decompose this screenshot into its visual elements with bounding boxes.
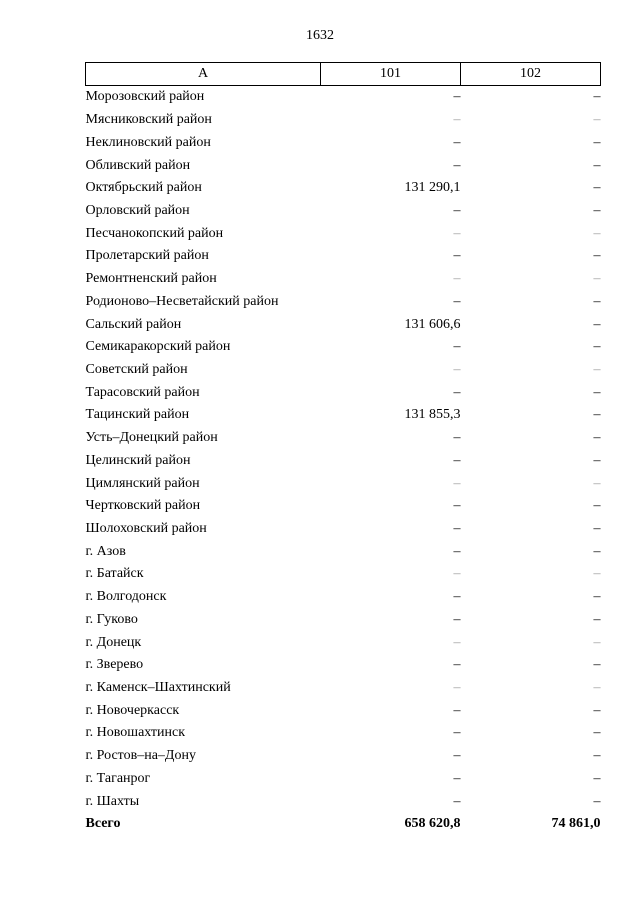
table-row bbox=[86, 450, 601, 473]
row-label: Семикаракорский район bbox=[85, 339, 231, 355]
data-table bbox=[85, 62, 601, 836]
value-101: – bbox=[453, 498, 461, 514]
table-row bbox=[86, 540, 601, 563]
value-101: 131 855,3 bbox=[404, 407, 461, 423]
table-row bbox=[86, 790, 601, 813]
column-header-101: 101 bbox=[321, 63, 461, 86]
value-102: – bbox=[593, 611, 601, 627]
total-row bbox=[86, 813, 601, 836]
column-header-102: 102 bbox=[461, 63, 601, 86]
row-label: г. Волгодонск bbox=[85, 589, 167, 605]
table-row bbox=[86, 86, 601, 109]
table-row bbox=[86, 472, 601, 495]
row-label: г. Новочеркасск bbox=[85, 702, 180, 718]
column-header-a: А bbox=[86, 63, 321, 86]
value-101: – bbox=[453, 293, 461, 309]
row-label: Чертковский район bbox=[85, 498, 201, 514]
value-102: – bbox=[593, 271, 601, 287]
value-101: – bbox=[453, 634, 461, 650]
total-value-101: 658 620,8 bbox=[404, 816, 461, 832]
value-102: – bbox=[593, 589, 601, 605]
value-101: – bbox=[453, 611, 461, 627]
value-101: 131 606,6 bbox=[404, 316, 461, 332]
table-row bbox=[86, 177, 601, 200]
value-102: – bbox=[593, 293, 601, 309]
table-body bbox=[86, 86, 601, 836]
value-102: – bbox=[593, 134, 601, 150]
row-label: Орловский район bbox=[85, 202, 190, 218]
value-101: – bbox=[453, 566, 461, 582]
row-label: Ремонтненский район bbox=[85, 271, 217, 287]
value-101: – bbox=[453, 248, 461, 264]
table-row bbox=[86, 768, 601, 791]
table-row bbox=[86, 313, 601, 336]
row-label: Тарасовский район bbox=[85, 384, 200, 400]
table-row bbox=[86, 427, 601, 450]
value-102: – bbox=[593, 543, 601, 559]
value-101: – bbox=[453, 430, 461, 446]
value-102: – bbox=[593, 566, 601, 582]
total-label: Всего bbox=[85, 816, 121, 832]
row-label: Шолоховский район bbox=[85, 521, 207, 537]
value-102: – bbox=[593, 407, 601, 423]
value-101: – bbox=[453, 657, 461, 673]
table-row bbox=[86, 359, 601, 382]
value-102: – bbox=[593, 452, 601, 468]
table-row bbox=[86, 586, 601, 609]
value-101: – bbox=[453, 202, 461, 218]
table-row bbox=[86, 563, 601, 586]
value-102: – bbox=[593, 521, 601, 537]
value-102: – bbox=[593, 657, 601, 673]
value-102: – bbox=[593, 316, 601, 332]
row-label: г. Ростов–на–Дону bbox=[85, 748, 196, 764]
table-row bbox=[86, 245, 601, 268]
row-label: Неклиновский район bbox=[85, 134, 211, 150]
row-label: Усть–Донецкий район bbox=[85, 430, 218, 446]
value-102: – bbox=[593, 248, 601, 264]
value-101: – bbox=[453, 475, 461, 491]
row-label: г. Шахты bbox=[85, 793, 140, 809]
total-value-102: 74 861,0 bbox=[551, 816, 601, 832]
value-101: 131 290,1 bbox=[404, 180, 461, 196]
value-102: – bbox=[593, 112, 601, 128]
table-row bbox=[86, 609, 601, 632]
value-101: – bbox=[453, 225, 461, 241]
value-102: – bbox=[593, 680, 601, 696]
value-102: – bbox=[593, 89, 601, 105]
table-row bbox=[86, 222, 601, 245]
table-row bbox=[86, 518, 601, 541]
table-row bbox=[86, 109, 601, 132]
row-label: Пролетарский район bbox=[85, 248, 209, 264]
row-label: Целинский район bbox=[85, 452, 191, 468]
value-101: – bbox=[453, 339, 461, 355]
table-row bbox=[86, 381, 601, 404]
value-102: – bbox=[593, 361, 601, 377]
value-102: – bbox=[593, 634, 601, 650]
value-102: – bbox=[593, 702, 601, 718]
value-101: – bbox=[453, 361, 461, 377]
table-row bbox=[86, 268, 601, 291]
value-102: – bbox=[593, 793, 601, 809]
table-row bbox=[86, 677, 601, 700]
table-row bbox=[86, 495, 601, 518]
value-102: – bbox=[593, 180, 601, 196]
row-label: Советский район bbox=[85, 361, 188, 377]
value-102: – bbox=[593, 498, 601, 514]
value-101: – bbox=[453, 134, 461, 150]
row-label: Мясниковский район bbox=[85, 112, 212, 128]
row-label: Родионово–Несветайский район bbox=[85, 293, 279, 309]
value-101: – bbox=[453, 112, 461, 128]
value-101: – bbox=[453, 89, 461, 105]
table-row bbox=[86, 722, 601, 745]
row-label: Морозовский район bbox=[85, 89, 205, 105]
row-label: Обливский район bbox=[85, 157, 191, 173]
value-101: – bbox=[453, 157, 461, 173]
row-label: Песчанокопский район bbox=[85, 225, 224, 241]
value-101: – bbox=[453, 793, 461, 809]
row-label: Тацинский район bbox=[85, 407, 190, 423]
table-row bbox=[86, 745, 601, 768]
value-101: – bbox=[453, 748, 461, 764]
row-label: Октябрьский район bbox=[85, 180, 202, 196]
row-label: г. Азов bbox=[85, 543, 126, 559]
row-label: Цимлянский район bbox=[85, 475, 200, 491]
value-101: – bbox=[453, 271, 461, 287]
value-102: – bbox=[593, 770, 601, 786]
row-label: г. Зверево bbox=[85, 657, 144, 673]
page-number: 1632 bbox=[306, 28, 334, 43]
table-header bbox=[86, 63, 601, 86]
table-row bbox=[86, 290, 601, 313]
table-row bbox=[86, 404, 601, 427]
table-row bbox=[86, 200, 601, 223]
value-102: – bbox=[593, 748, 601, 764]
value-102: – bbox=[593, 202, 601, 218]
header-row bbox=[86, 63, 601, 86]
value-102: – bbox=[593, 725, 601, 741]
row-label: Сальский район bbox=[85, 316, 182, 332]
row-label: г. Таганрог bbox=[85, 770, 151, 786]
table-row bbox=[86, 336, 601, 359]
row-label: г. Новошахтинск bbox=[85, 725, 186, 741]
table-row bbox=[86, 154, 601, 177]
value-101: – bbox=[453, 521, 461, 537]
value-101: – bbox=[453, 384, 461, 400]
row-label: г. Донецк bbox=[85, 634, 142, 650]
table-row bbox=[86, 654, 601, 677]
value-101: – bbox=[453, 680, 461, 696]
value-102: – bbox=[593, 475, 601, 491]
row-label: г. Каменск–Шахтинский bbox=[85, 680, 231, 696]
value-101: – bbox=[453, 543, 461, 559]
value-101: – bbox=[453, 702, 461, 718]
value-101: – bbox=[453, 452, 461, 468]
table-row bbox=[86, 131, 601, 154]
value-102: – bbox=[593, 384, 601, 400]
value-102: – bbox=[593, 339, 601, 355]
value-102: – bbox=[593, 157, 601, 173]
table-row bbox=[86, 699, 601, 722]
value-101: – bbox=[453, 725, 461, 741]
row-label: г. Гуково bbox=[85, 611, 138, 627]
value-101: – bbox=[453, 589, 461, 605]
table-row bbox=[86, 631, 601, 654]
row-label: г. Батайск bbox=[85, 566, 144, 582]
value-101: – bbox=[453, 770, 461, 786]
value-102: – bbox=[593, 430, 601, 446]
value-102: – bbox=[593, 225, 601, 241]
